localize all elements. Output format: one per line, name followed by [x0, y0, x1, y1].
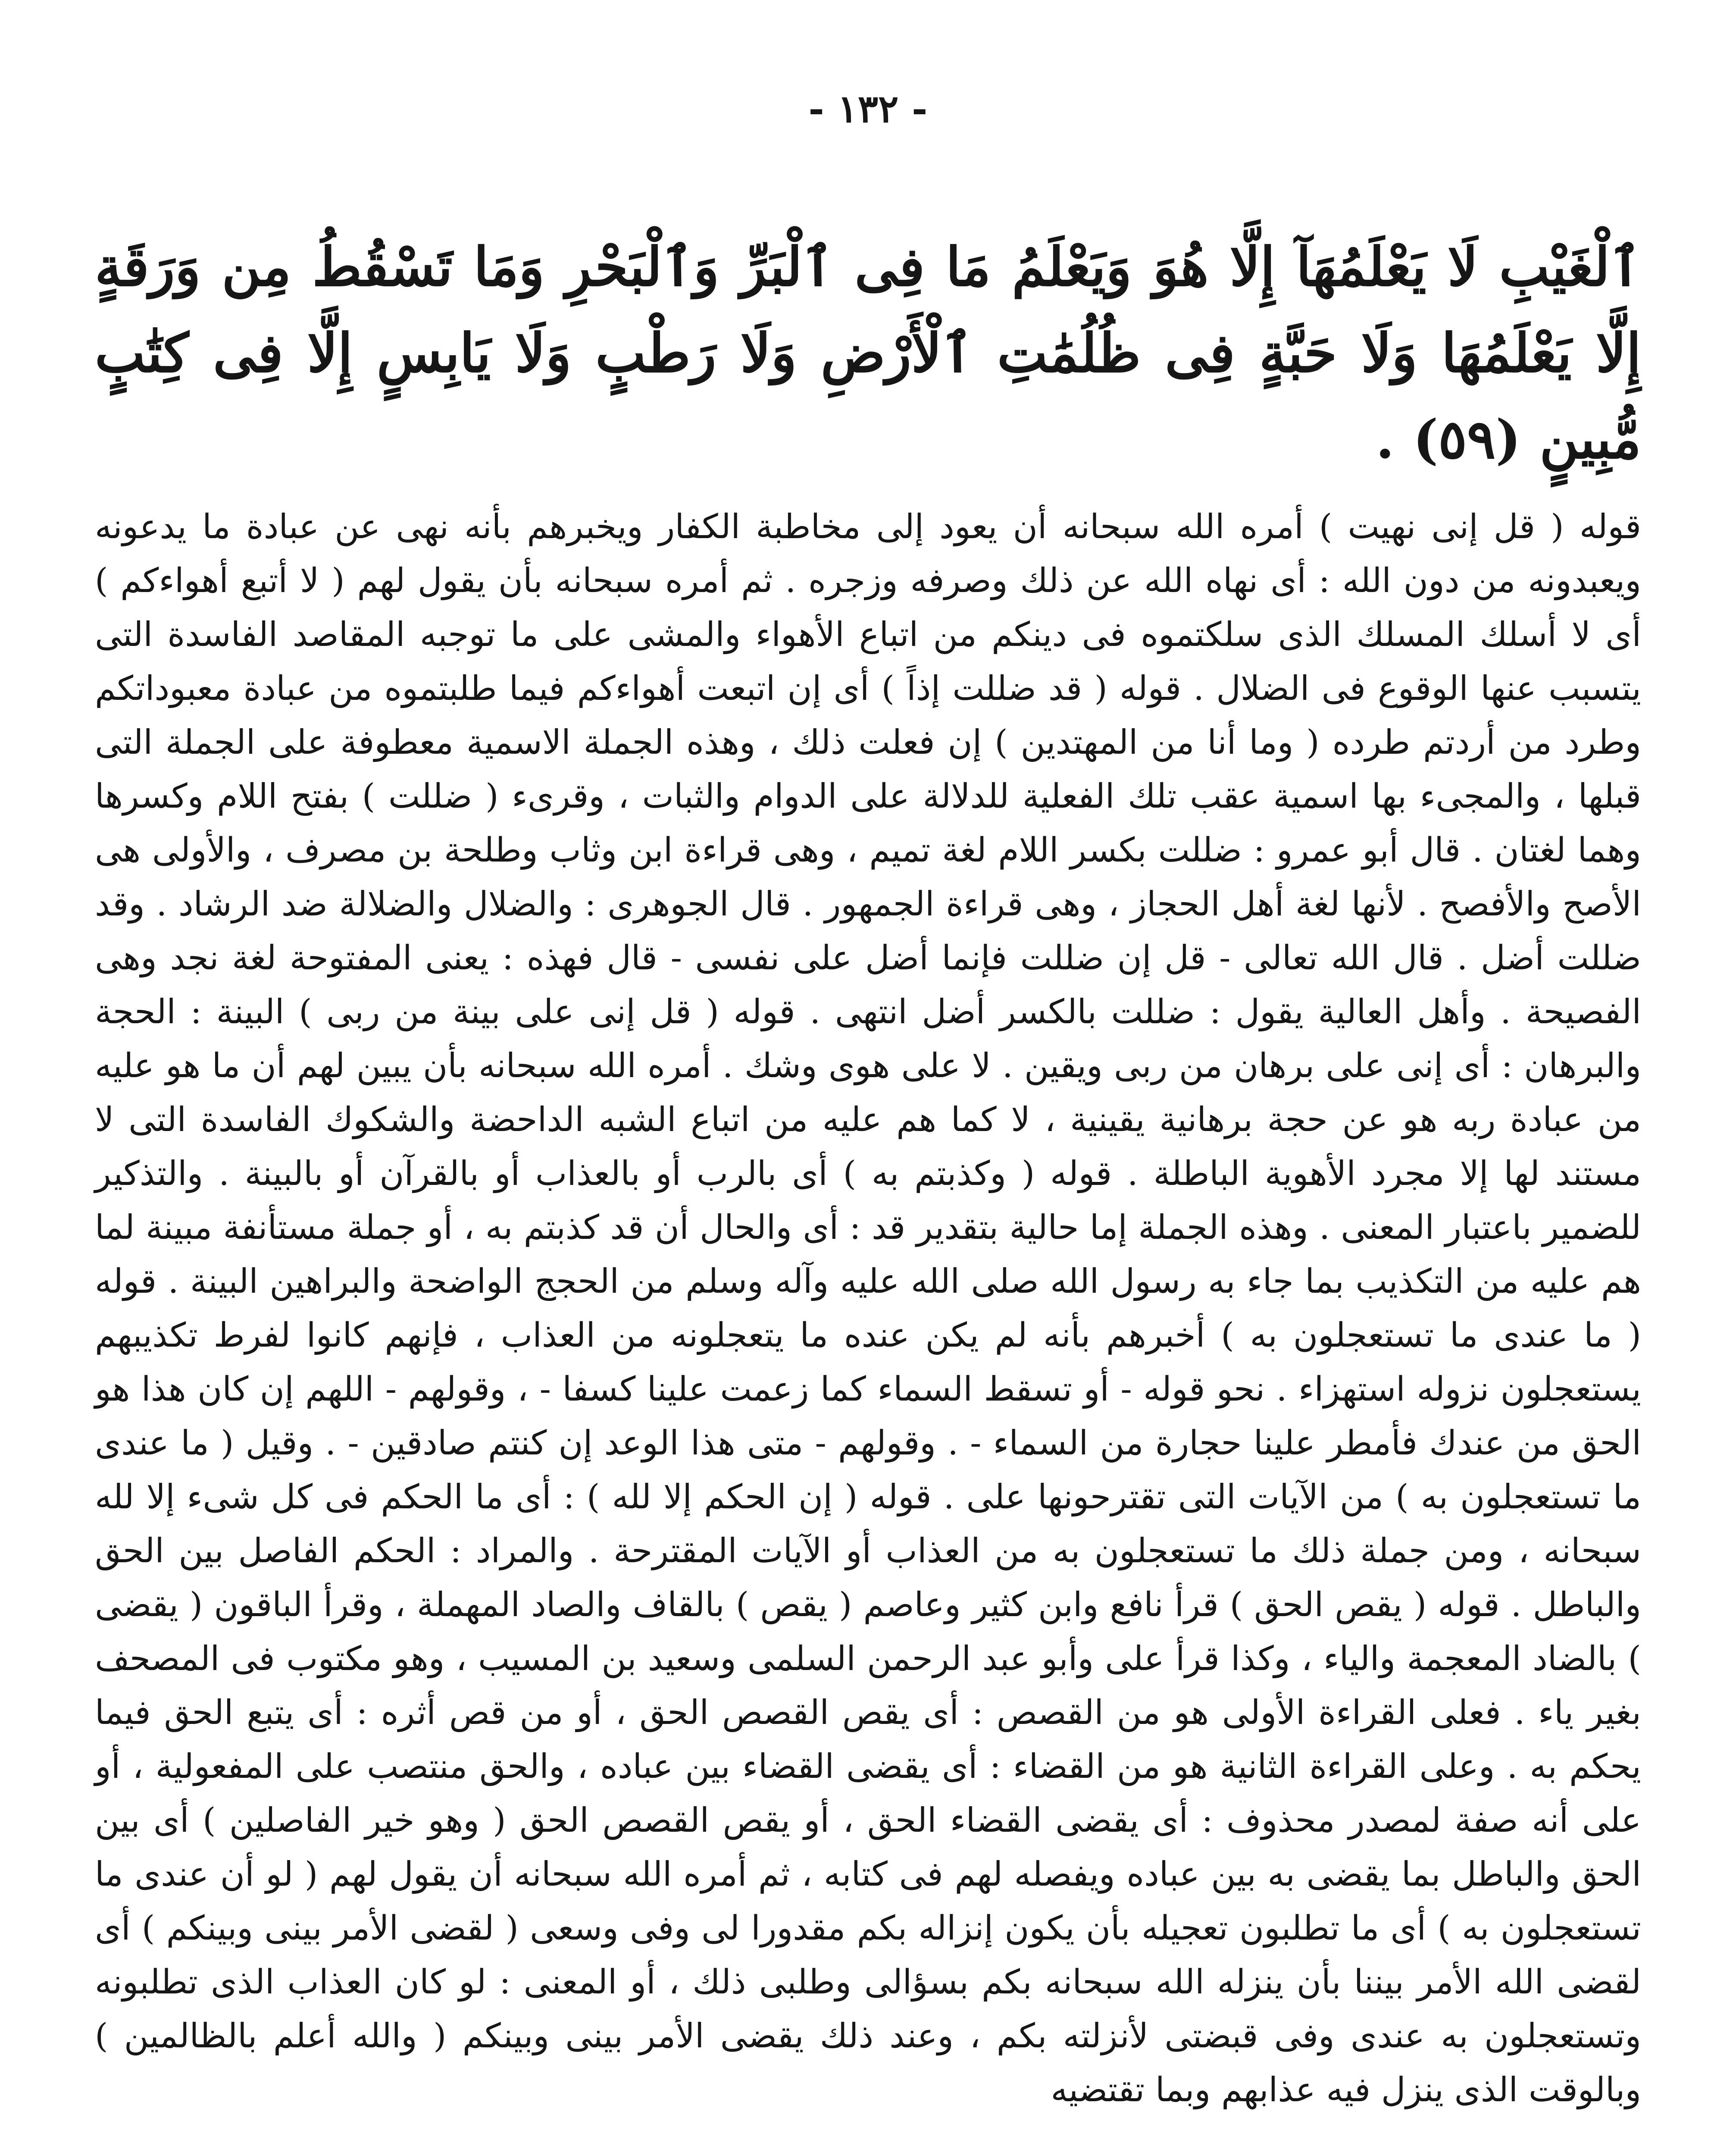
page-number: - ١٣٢ -: [808, 86, 928, 131]
book-page: [95, 86, 1642, 2117]
quran-verse: ٱلْغَيْبِ لَا يَعْلَمُهَآ إِلَّا هُوَ وَيَعْلَمُ مَا فِى ٱلْبَرِّ وَٱلْبَحْرِ وَمَا تَسْقُطُ مِن وَرَقَةٍ إِلَّا يَعْلَمُهَا وَلَا حَبَّةٍ فِى ظُلُمَٰتِ ٱلْأَرْضِ وَلَا رَطْبٍ وَلَا يَابِسٍ إِلَّا فِى كِتَٰبٍ مُّبِينٍ (٥٩) .: [95, 236, 1641, 471]
commentary-text: قوله ( قل إنى نهيت ) أمره الله سبحانه أن يعود إلى مخاطبة الكفار ويخبرهم بأنه نهى عن عبادة ما يدعونه ويعبدونه من دون الله : أى نهاه الله عن ذلك وصرفه وزجره . ثم أمره سبحانه بأن يقول لهم ( لا أتبع أهواءكم ) أى لا أسلك المسلك الذى سلكتموه فى دينكم من اتباع الأهواء والمشى على ما توجبه المقاصد الفاسدة التى يتسبب عنها الوقوع فى الضلال . قوله ( قد ضللت إذاً ) أى إن اتبعت أهواءكم فيما طلبتموه من عبادة معبوداتكم وطرد من أردتم طرده ( وما أنا من المهتدين ) إن فعلت ذلك ، وهذه الجملة الاسمية معطوفة على الجملة التى قبلها ، والمجىء بها اسمية عقب تلك الفعلية للدلالة على الدوام والثبات ، وقرىء ( ضللت ) بفتح اللام وكسرها وهما لغتان . قال أبو عمرو : ضللت بكسر اللام لغة تميم ، وهى قراءة ابن وثاب وطلحة بن مصرف ، والأولى هى الأصح والأفصح . لأنها لغة أهل الحجاز ، وهى قراءة الجمهور . قال الجوهرى : والضلال والضلالة ضد الرشاد . وقد ضللت أضل . قال الله تعالى - قل إن ضللت فإنما أضل على نفسى - قال فهذه : يعنى المفتوحة لغة نجد وهى الفصيحة . وأهل العالية يقول : ضللت بالكسر أضل انتهى . قوله ( قل إنى على بينة من ربى ) البينة : الحجة والبرهان : أى إنى على برهان من ربى ويقين . لا على هوى وشك . أمره الله سبحانه بأن يبين لهم أن ما هو عليه من عبادة ربه هو عن حجة برهانية يقينية ، لا كما هم عليه من اتباع الشبه الداحضة والشكوك الفاسدة التى لا مستند لها إلا مجرد الأهوية الباطلة . قوله ( وكذبتم به ) أى بالرب أو بالعذاب أو بالقرآن أو بالبينة . والتذكير للضمير باعتبار المعنى . وهذه الجملة إما حالية بتقدير قد : أى والحال أن قد كذبتم به ، أو جملة مستأنفة مبينة لما هم عليه من التكذيب بما جاء به رسول الله صلى الله عليه وآله وسلم من الحجج الواضحة والبراهين البينة . قوله ( ما عندى ما تستعجلون به ) أخبرهم بأنه لم يكن عنده ما يتعجلونه من العذاب ، فإنهم كانوا لفرط تكذيبهم يستعجلون نزوله استهزاء . نحو قوله - أو تسقط السماء كما زعمت علينا كسفا - ، وقولهم - اللهم إن كان هذا هو الحق من عندك فأمطر علينا حجارة من السماء - . وقولهم - متى هذا الوعد إن كنتم صادقين - . وقيل ( ما عندى ما تستعجلون به ) من الآيات التى تقترحونها على . قوله ( إن الحكم إلا لله ) : أى ما الحكم فى كل شىء إلا لله سبحانه ، ومن جملة ذلك ما تستعجلون به من العذاب أو الآيات المقترحة . والمراد : الحكم الفاصل بين الحق والباطل . قوله ( يقص الحق ) قرأ نافع وابن كثير وعاصم ( يقص ) بالقاف والصاد المهملة ، وقرأ الباقون ( يقضى ) بالضاد المعجمة والياء ، وكذا قرأ على وأبو عبد الرحمن السلمى وسعيد بن المسيب ، وهو مكتوب فى المصحف بغير ياء . فعلى القراءة الأولى هو من القصص : أى يقص القصص الحق ، أو من قص أثره : أى يتبع الحق فيما يحكم به . وعلى القراءة الثانية هو من القضاء : أى يقضى القضاء بين عباده ، والحق منتصب على المفعولية ، أو على أنه صفة لمصدر محذوف : أى يقضى القضاء الحق ، أو يقص القصص الحق ( وهو خير الفاصلين ) أى بين الحق والباطل بما يقضى به بين عباده ويفصله لهم فى كتابه ، ثم أمره الله سبحانه أن يقول لهم ( لو أن عندى ما تستعجلون به ) أى ما تطلبون تعجيله بأن يكون إنزاله بكم مقدورا لى وفى وسعى ( لقضى الأمر بينى وبينكم ) أى لقضى الله الأمر بيننا بأن ينزله الله سبحانه بكم بسؤالى وطلبى ذلك ، أو المعنى : لو كان العذاب الذى تطلبونه وتستعجلون به عندى وفى قبضتى لأنزلته بكم ، وعند ذلك يقضى الأمر بينى وبينكم ( والله أعلم بالظالمين ) وبالوقت الذى ينزل فيه عذابهم وبما تقتضيه: [95, 508, 1642, 2109]
